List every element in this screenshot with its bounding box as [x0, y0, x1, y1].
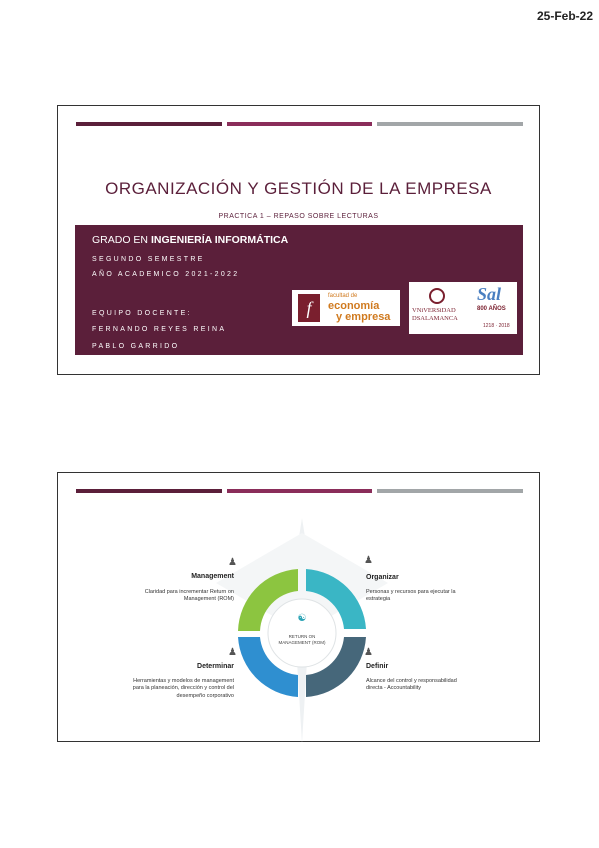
- label-determinar: Determinar: [197, 663, 234, 670]
- center-label: [277, 634, 327, 646]
- anniversary-range: 1218 · 2018: [483, 323, 510, 329]
- label-definir: Definir: [366, 663, 389, 670]
- desc-organizar-line-1: Personas y recursos para ejecutar la: [366, 589, 456, 595]
- desc-management: [114, 589, 234, 604]
- people-icon: ♟: [228, 557, 237, 568]
- people-icon: ♟: [364, 555, 373, 566]
- faculty-mark: f: [298, 294, 320, 322]
- degree-line: [92, 234, 288, 246]
- desc-management-line-2: Management (ROM): [183, 596, 234, 603]
- anniversary-mark: Sal: [477, 284, 502, 304]
- slide-1: [57, 105, 540, 375]
- label-organizar: Organizar: [366, 574, 399, 581]
- semester: SEGUNDO SEMESTRE: [92, 256, 205, 263]
- university-logo: [409, 282, 517, 334]
- desc-determinar-line-1: Herramientas y modelos de management: [133, 678, 234, 684]
- university-line-2: DSALAMANCA: [412, 315, 458, 322]
- slide-subtitle: PRACTICA 1 – REPASO SOBRE LECTURAS: [218, 213, 379, 220]
- desc-organizar: [366, 589, 491, 604]
- desc-definir-line-2: directa - Accountability: [366, 685, 422, 692]
- desc-determinar: [94, 678, 234, 700]
- center-line-2: MANAGEMENT (ROM): [278, 639, 326, 645]
- desc-definir: [366, 678, 501, 693]
- rom-cycle-diagram: [58, 473, 541, 743]
- faculty-line-3: y empresa: [336, 311, 391, 323]
- bar-plum: [227, 122, 373, 126]
- slide-2: [57, 472, 540, 742]
- page-date: 25-Feb-22: [536, 9, 593, 23]
- desc-definir-line-1: Alcance del control y responsabilidad: [366, 678, 457, 684]
- teacher-2: PABLO GARRIDO: [92, 343, 180, 350]
- center-circle: [268, 599, 336, 667]
- people-icon: ♟: [228, 647, 237, 658]
- academic-year: AÑO ACADEMICO 2021-2022: [92, 271, 240, 278]
- university-line-1: VNiVERSiDAD: [412, 307, 456, 314]
- slide-title: ORGANIZACIÓN Y GESTIÓN DE LA EMPRESA: [105, 179, 492, 198]
- anniversary-years: 800 AÑOS: [477, 306, 506, 312]
- desc-determinar-line-3: desempeño corporativo: [176, 692, 234, 699]
- bar-grey: [377, 122, 523, 126]
- center-line-1: RETURN ON: [288, 634, 316, 639]
- faculty-line-2: economía: [328, 300, 380, 312]
- title-band: [75, 225, 523, 355]
- faculty-logo: [292, 290, 400, 326]
- desc-organizar-line-2: estrategia: [366, 596, 391, 603]
- seal-icon: [429, 288, 445, 304]
- team-label: EQUIPO DOCENTE:: [92, 310, 192, 317]
- desc-determinar-line-2: para la planeación, dirección y control del: [132, 685, 234, 692]
- degree-prefix: GRADO EN: [92, 234, 151, 246]
- faculty-line-1: facultad de: [328, 293, 358, 299]
- bar-maroon: [76, 122, 222, 126]
- teacher-1: FERNANDO REYES REINA: [92, 326, 227, 333]
- header-bars: [76, 122, 523, 126]
- desc-management-line-1: Claridad para incrementar Return on: [144, 589, 234, 595]
- degree-name: INGENIERÍA INFORMÁTICA: [150, 234, 289, 246]
- team-icon: ♟: [364, 647, 373, 658]
- people-icon: ☯: [297, 613, 307, 624]
- label-management: Management: [191, 573, 234, 580]
